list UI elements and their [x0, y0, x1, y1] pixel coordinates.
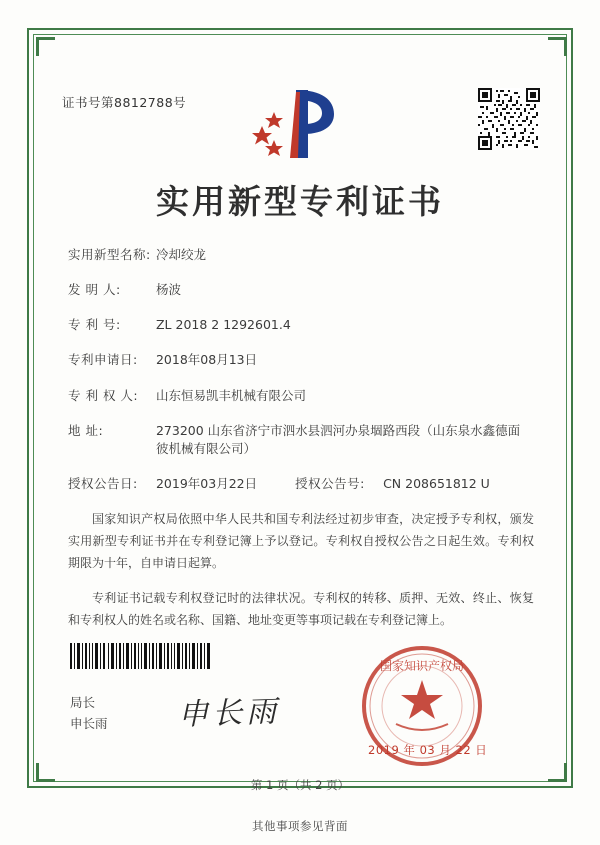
patent-emblem-icon: [252, 82, 338, 162]
field-value: 山东恒易凯丰机械有限公司: [155, 387, 306, 403]
page-number: 第 1 页（共 2 页）: [250, 778, 350, 792]
corner-ornament-top-right: [548, 37, 567, 56]
grant-number-label: 授权公告号:: [295, 475, 365, 491]
body-paragraph-2: 专利证书记载专利权登记时的法律状况。专利权的转移、质押、无效、终止、恢复和专利权人的姓名或名称、国籍、地址变更等事项记载在专利登记簿上。: [68, 590, 534, 627]
field-value: 冷却绞龙: [155, 247, 206, 262]
corner-ornament-top-left: [36, 37, 55, 56]
qr-code-icon: [478, 88, 540, 150]
grant-number-group: [295, 475, 490, 493]
field-row-utility-model-name: [68, 246, 538, 264]
field-value: ZL 2018 2 1292601.4: [155, 317, 291, 333]
field-label: 地 址:: [68, 422, 104, 438]
field-row-patent-number: [68, 316, 538, 334]
field-label: 专利申请日:: [68, 352, 138, 368]
field-value: 273200 山东省济宁市泗水县泗河办泉堌路西段（山东泉水鑫德面彼机械有限公司）: [155, 422, 521, 456]
footer-note: 其他事项参见背面: [252, 819, 348, 833]
field-value: 杨波: [155, 282, 181, 298]
field-label: 专 利 权 人:: [68, 387, 139, 403]
grant-date-value: 2019年03月22日: [155, 475, 258, 491]
handwritten-signature: 申长雨: [177, 694, 281, 733]
body-text: [68, 508, 534, 643]
grant-date-label: 授权公告日:: [68, 475, 138, 491]
signatory-title: [70, 692, 108, 735]
barcode-icon: [70, 643, 212, 669]
field-row-address: [68, 422, 538, 458]
field-list: [68, 246, 538, 510]
field-label: 实用新型名称:: [68, 247, 151, 262]
signatory-title-line1: 局长: [70, 695, 96, 710]
body-paragraph-1: 国家知识产权局依照中华人民共和国专利法经过初步审查，决定授予专利权，颁发实用新型专利证书并在专利登记簿上予以登记。专利权自授权公告之日起生效。专利权期限为十年，自申请日起算。: [68, 512, 534, 571]
signatory-name: 申长雨: [70, 716, 108, 732]
svg-text:国家知识产权局: 国家知识产权局: [379, 659, 465, 673]
page-title: 实用新型专利证书: [156, 182, 444, 221]
field-row-patentee: [68, 387, 538, 405]
field-row-application-date: [68, 351, 538, 369]
field-value: 2018年08月13日: [155, 352, 258, 368]
field-label: 专 利 号:: [68, 317, 121, 333]
field-row-inventor: [68, 281, 538, 299]
certificate-number: 证书号第8812788号: [62, 95, 187, 110]
field-label: 发 明 人:: [68, 282, 121, 298]
grant-number-value: CN 208651812 U: [383, 475, 490, 491]
seal-date: 2019 年 03 月 22 日: [368, 743, 488, 757]
field-row-grant-announcement: [68, 475, 538, 493]
